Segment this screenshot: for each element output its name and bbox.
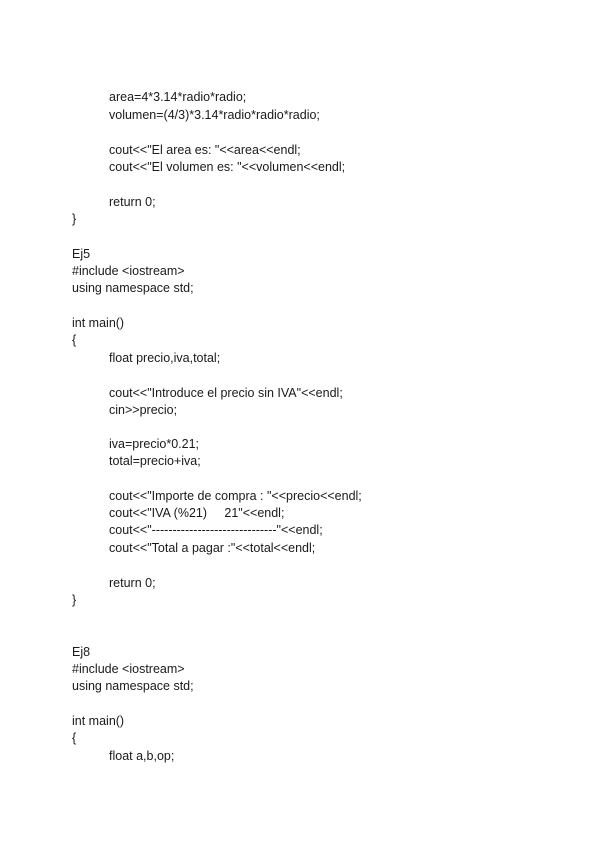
code-line: } [72,212,77,226]
code-line: int main() [72,714,125,728]
code-line: iva=precio*0.21; [109,437,199,451]
code-line: cin>>precio; [109,403,178,417]
code-line: { [72,731,77,745]
code-line: using namespace std; [72,281,194,295]
code-line: return 0; [109,576,156,590]
code-line: area=4*3.14*radio*radio; [109,90,247,104]
code-line: #include <iostream> [72,264,185,278]
code-line: cout<<"El area es: "<<area<<endl; [109,143,301,157]
code-line: { [72,333,77,347]
code-line: cout<<"El volumen es: "<<volumen<<endl; [109,160,346,174]
code-line: using namespace std; [72,679,194,693]
code-line: cout<<"Total a pagar :"<<total<<endl; [109,541,316,555]
code-line: cout<<"Importe de compra : "<<precio<<endl; [109,489,362,503]
code-line: } [72,593,77,607]
section-heading: Ej5 [72,247,91,261]
code-line: int main() [72,316,125,330]
code-line: total=precio+iva; [109,454,201,468]
code-line: return 0; [109,195,156,209]
code-line: #include <iostream> [72,662,185,676]
code-line: volumen=(4/3)*3.14*radio*radio*radio; [109,108,320,122]
code-line: cout<<"Introduce el precio sin IVA"<<endl; [109,386,343,400]
code-line: float precio,iva,total; [109,351,221,365]
code-line: cout<<"IVA (%21) 21"<<endl; [109,506,285,520]
section-heading: Ej8 [72,645,91,659]
code-line: cout<<"------------------------------"<<endl; [109,523,323,537]
code-line: float a,b,op; [109,749,175,763]
